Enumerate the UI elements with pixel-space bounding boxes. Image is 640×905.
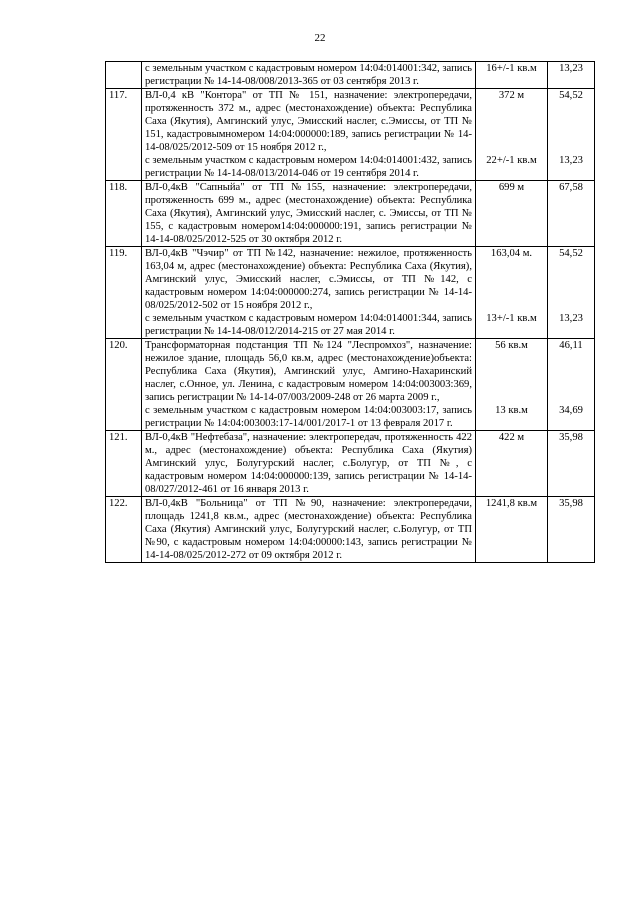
area-value: 372 м <box>498 90 525 101</box>
area-cell <box>476 431 548 497</box>
object-description: с земельным участком с кадастровым номером 14:04:014001:344, запись регистрации № 14-14-08/012/2014-215 от 27 мая 2014 г. <box>145 313 472 337</box>
amount-value: 46,11 <box>559 340 583 351</box>
area-value: 13 кв.м <box>495 405 528 416</box>
object-description-cell <box>142 247 476 339</box>
object-description: с земельным участком с кадастровым номером 14:04:003003:17, запись регистрации № 14:04:003003:17-14/001/2017-1 от 13 февраля 2017 г. <box>145 405 472 429</box>
amount-value: 35,98 <box>559 498 583 509</box>
table-row <box>106 431 595 497</box>
object-description: ВЛ-0,4кВ "Больница" от ТП №90, назначение: электропередачи, площадь 1241,8 кв.м., адрес (местонахождение) объекта: Республика Саха (Якутия) Амгинский улус, Болугурский наслег, с.Болугур, от ТП №90, с кадастровым номером 14:04:00000:143, запись регистрации № 14-14-08/025/2012-272 от 09 октября 2012 г. <box>145 498 472 561</box>
value-cell <box>548 497 595 563</box>
area-cell <box>476 497 548 563</box>
area-cell <box>476 62 548 89</box>
value-cell <box>548 89 595 181</box>
amount-value: 13,23 <box>559 63 583 74</box>
area-value: 699 м <box>498 182 525 193</box>
object-description-cell <box>142 497 476 563</box>
row-number: 119. <box>106 247 142 339</box>
area-cell <box>476 247 548 339</box>
object-description-cell <box>142 339 476 431</box>
row-number: 122. <box>106 497 142 563</box>
area-value: 422 м <box>498 432 525 443</box>
area-value: 16+/-1 кв.м <box>486 63 537 74</box>
object-description: ВЛ-0,4кВ "Чэчир" от ТП №142, назначение: нежилое, протяженность 163,04 м, адрес (местонахождение) объекта: Республика Саха (Якутия), Амгинский улус, Эмисский наслег, с.Эмиссы, от ТП №142, с кадастровым номером 14:04:000000:274, запись регистрации № 14-14-08/025/2012-502 от 15 ноября 2012 г., <box>145 248 472 311</box>
object-description: с земельным участком с кадастровым номером 14:04:014001:432, запись регистрации № 14-14-08/013/2014-046 от 19 сентября 2014 г. <box>145 155 472 179</box>
property-registry-table <box>105 61 595 563</box>
amount-value: 13,23 <box>559 155 583 166</box>
area-value: 1241,8 кв.м <box>485 498 538 509</box>
row-number: 120. <box>106 339 142 431</box>
value-cell <box>548 431 595 497</box>
table-row <box>106 62 595 89</box>
table-row <box>106 247 595 339</box>
row-number: 121. <box>106 431 142 497</box>
value-cell <box>548 247 595 339</box>
page-number: 22 <box>314 32 326 44</box>
object-description: Трансформаторная подстанция ТП №124 "Леспромхоз", назначение: нежилое здание, площадь 56,0 кв.м, адрес (местонахождение)объекта: Республика Саха (Якутия), Амгинский улус, Амгино-Нахаринский наслег, с.Онное, ул. Ленина, с кадастровым номером 14:04:003003:369, запись регистрации № 14-14-07/003/2009-248 от 26 марта 2009 г., <box>145 340 472 403</box>
amount-value: 13,23 <box>559 313 583 324</box>
area-cell <box>476 181 548 247</box>
area-value: 22+/-1 кв.м <box>486 155 537 166</box>
value-cell <box>548 62 595 89</box>
area-value: 163,04 м. <box>490 248 533 259</box>
value-cell <box>548 181 595 247</box>
object-description: ВЛ-0,4кВ "Сапныйа" от ТП №155, назначение: электропередачи, протяженность 699 м., адрес (местонахождение) объекта: Республика Саха (Якутия), Амгинский улус, Эмисский наслег, с. Эмиссы, от ТП № 155, с кадастровым номером14:04:000000:191, запись регистрации № 14-14-08/025/2012-525 от 30 октября 2012 г. <box>145 182 472 245</box>
table-row <box>106 181 595 247</box>
area-value: 13+/-1 кв.м <box>486 313 537 324</box>
object-description-cell <box>142 181 476 247</box>
amount-value: 54,52 <box>559 90 583 101</box>
object-description: ВЛ-0,4 кВ "Контора" от ТП № 151, назначение: электропередачи, протяженность 372 м., адрес (местонахождение) объекта: Республика Саха (Якутия), Амгинский улус, Эмисский наслег, с.Эмиссы, от ТП № 151, кадастровымномером 14:04:000000:189, запись регистрации № 14-14-08/025/2012-509 от 15 ноября 2012 г., <box>145 90 472 153</box>
amount-value: 67,58 <box>559 182 583 193</box>
table-row <box>106 339 595 431</box>
registry-body <box>106 62 595 563</box>
object-description: ВЛ-0,4кВ "Нефтебаза", назначение: электропередач, протяженность 422 м., адрес (местонахождение) объекта: Республика Саха (Якутия) Амгинский улус, Болугурский наслег, с.Болугур, от ТП №, с кадастровым номером 14:04:000000:139, запись регистрации № 14-14-08/027/2012-461 от 16 января 2013 г. <box>145 432 472 495</box>
table-row <box>106 89 595 181</box>
object-description-cell <box>142 431 476 497</box>
value-cell <box>548 339 595 431</box>
area-cell <box>476 89 548 181</box>
table-row <box>106 497 595 563</box>
area-cell <box>476 339 548 431</box>
amount-value: 54,52 <box>559 248 583 259</box>
row-number: 118. <box>106 181 142 247</box>
amount-value: 35,98 <box>559 432 583 443</box>
object-description: с земельным участком с кадастровым номером 14:04:014001:342, запись регистрации № 14-14-08/008/2013-365 от 03 сентября 2013 г. <box>145 63 472 87</box>
amount-value: 34,69 <box>559 405 583 416</box>
object-description-cell <box>142 62 476 89</box>
area-value: 56 кв.м <box>495 340 528 351</box>
row-number: 117. <box>106 89 142 181</box>
row-number <box>106 62 142 89</box>
object-description-cell <box>142 89 476 181</box>
